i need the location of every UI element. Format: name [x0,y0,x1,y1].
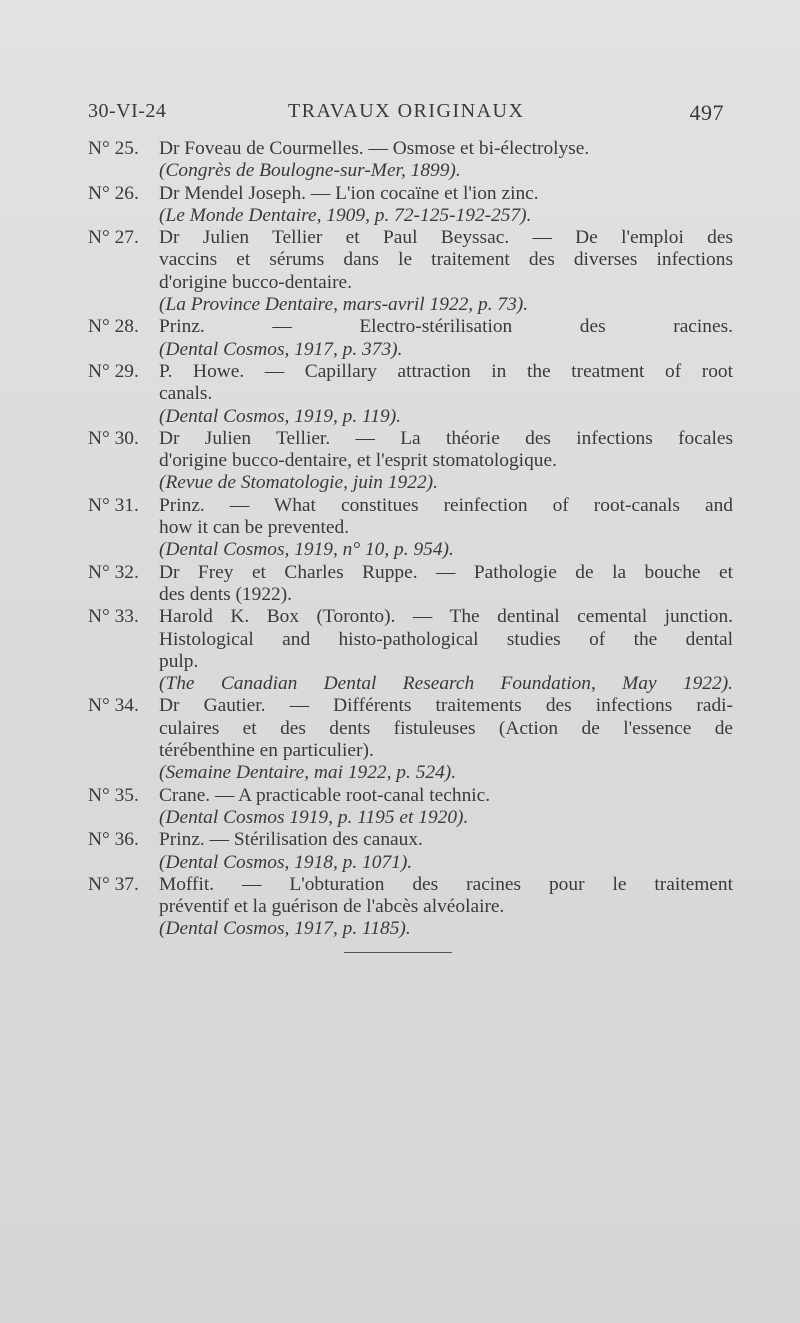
entry-number: N° 25. [88,138,139,159]
header-page-number: 497 [689,100,724,125]
entry-text-line: d'origine bucco-dentaire, et l'esprit stomatologique. [159,450,557,472]
entry-number: N° 27. [88,227,139,249]
entry-text-line: Dr Frey et Charles Ruppe. — Pathologie de la bouche et [159,561,733,583]
entry-number: N° 34. [88,695,139,717]
entry-text-line: Dr Gautier. — Différents traitements des infections radi- [159,695,733,717]
entry-source: (Revue de Stomatologie, juin 1922). [159,472,438,494]
entry-number: N° 32. [88,561,139,583]
entry-number: N° 36. [88,829,139,851]
entry-text: Prinz. — Electro-stérilisation des racines. [159,316,733,338]
entry-source: (Dental Cosmos, 1917, p. 373). [159,338,403,360]
entry-number: N° 28. [88,316,139,338]
bibliography-entry [88,361,733,428]
entry-number: N° 33. [88,606,139,628]
bibliography-entry [88,606,733,695]
entry-source: (La Province Dentaire, mars-avril 1922, p. 73). [159,294,529,316]
bibliography-entry [88,562,733,607]
entry-text-line: culaires et des dents fistuleuses (Action de l'essence de [159,717,733,739]
bibliography-entry [88,316,733,361]
entry-text-line: d'origine bucco-dentaire. [159,271,353,293]
bibliography-entry [88,138,733,183]
entry-number: N° 29. [88,360,139,382]
entry-text-line: how it can be prevented. [159,517,350,539]
bibliography-entry [88,495,733,562]
entry-source: (The Canadian Dental Research Foundation, May 1922). [159,673,733,695]
entry-source: (Dental Cosmos, 1917, p. 1185). [159,918,411,940]
entry-source: (Le Monde Dentaire, 1909, p. 72-125-192-257). [159,204,532,226]
bibliography-entry [88,183,733,228]
entry-text-line: vaccins et sérums dans le traitement des diverses infections [159,249,733,271]
entry-text-line: pulp. [159,650,199,672]
entry-text: Dr Mendel Joseph. — L'ion cocaïne et l'ion zinc. [159,182,539,204]
entry-text-line: Moffit. — L'obturation des racines pour le traitement [159,873,733,895]
entry-text-line: Dr Julien Tellier et Paul Beyssac. — De l'emploi des [159,227,733,249]
entry-text: Prinz. — Stérilisation des canaux. [159,829,423,851]
entry-source: (Dental Cosmos, 1919, n° 10, p. 954). [159,539,454,561]
bibliography-list [88,138,733,941]
entry-text-line: des dents (1922). [159,583,293,605]
entry-source: (Dental Cosmos, 1919, p. 119). [159,405,402,427]
entry-number: N° 26. [88,182,139,204]
entry-text-line: préventif et la guérison de l'abcès alvéolaire. [159,896,505,918]
entry-text-line: Harold K. Box (Toronto). — The dentinal cemental junction. [159,606,733,628]
entry-text-line: Histological and histo-pathological studies of the dental [159,628,733,650]
entry-number: N° 31. [88,494,139,516]
bibliography-entry [88,785,733,830]
entry-text-line: Dr Julien Tellier. — La théorie des infections focales [159,427,733,449]
entry-number: N° 30. [88,427,139,449]
bibliography-entry [88,874,733,941]
entry-text-line: canals. [159,383,213,405]
header-date: 30-VI-24 [88,100,167,122]
entry-number: N° 35. [88,784,139,806]
entry-number: N° 37. [88,873,139,895]
bibliography-entry [88,695,733,784]
bibliography-entry [88,829,733,874]
entry-source: (Dental Cosmos, 1918, p. 1071). [159,851,413,873]
entry-text: Dr Foveau de Courmelles. — Osmose et bi-électrolyse. [159,138,590,159]
end-rule [344,952,452,953]
entry-text-line: térébenthine en particulier). [159,740,374,762]
entry-source: (Dental Cosmos 1919, p. 1195 et 1920). [159,806,469,828]
entry-text-line: P. Howe. — Capillary attraction in the treatment of root [159,360,733,382]
entry-text-line: Prinz. — What constitues reinfection of root-canals and [159,494,733,516]
bibliography-entry [88,227,733,316]
page-header [88,100,738,130]
entry-source: (Congrès de Boulogne-sur-Mer, 1899). [159,160,461,182]
header-title: TRAVAUX ORIGINAUX [288,100,525,122]
bibliography-entry [88,428,733,495]
entry-text: Crane. — A practicable root-canal technic. [159,784,491,806]
entry-source: (Semaine Dentaire, mai 1922, p. 524). [159,762,457,784]
